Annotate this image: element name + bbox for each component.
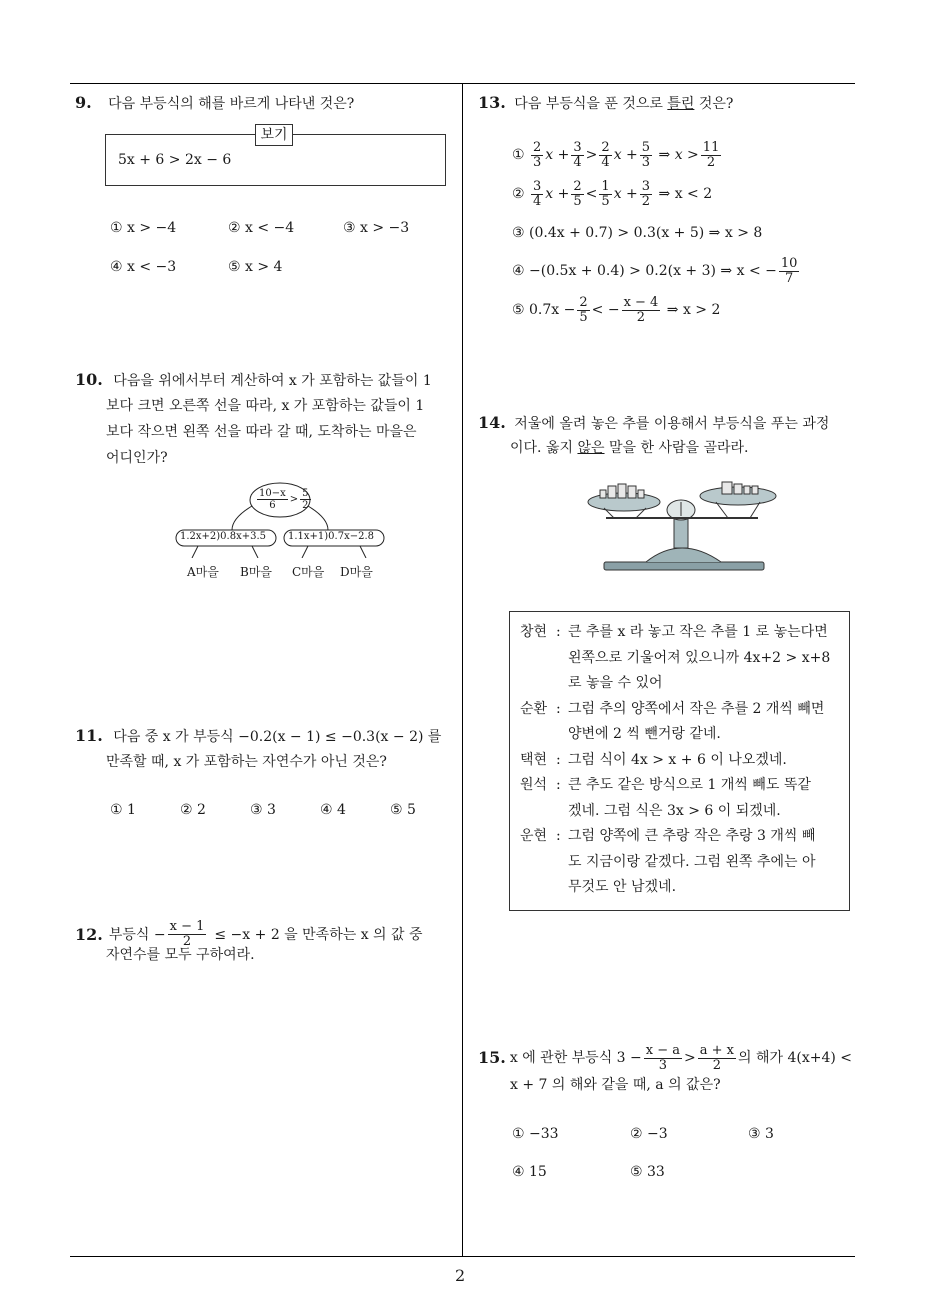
bogi-label: 보기 [255, 124, 293, 146]
option-1[interactable]: ① x > −4 [110, 220, 177, 236]
dialog-text: 그럼 식이 4x > x + 6 이 나오겠네. [568, 751, 787, 768]
option-4[interactable]: ④ −(0.5x + 0.4) > 0.2(x + 3) ⇒ x < − $\frac{10}{7}$ [512, 255, 798, 286]
column-divider [462, 83, 463, 1257]
question-line-2-underlined: 않은 [577, 440, 605, 456]
question-number: 12. [75, 924, 103, 944]
question-number: 13. [478, 93, 506, 112]
question-line-2a: 이다. 옳지 [510, 440, 578, 456]
question-number: 9. [75, 93, 92, 112]
option-5[interactable]: ⑤ 0.7x − $\frac{2}{5}$ < − $\frac{x - 4}{2}$ ⇒ x > 2 [512, 294, 721, 325]
dialog-text: 무것도 안 남겠네. [568, 879, 677, 895]
option-3[interactable]: ③ 3 [748, 1126, 774, 1142]
balance-scale-illustration [586, 474, 781, 572]
question-line-4: 어디인가? [106, 450, 168, 466]
question-text: 다음 부등식의 해를 바르게 나타낸 것은? [108, 96, 355, 112]
dialog-text: 로 놓을 수 있어 [568, 675, 663, 691]
question-line-2b: 말을 한 사람을 골라라. [604, 440, 749, 456]
question-line-2: x + 7 의 해와 같을 때, a 의 값은? [510, 1077, 721, 1093]
tree-leaf-c [302, 546, 308, 558]
dialog-line [520, 850, 845, 876]
option-5[interactable]: ⑤ 33 [630, 1164, 665, 1180]
dialog-text: 큰 추를 x 라 놓고 작은 추를 1 로 놓는다면 [568, 624, 828, 640]
dialog-line: 창현 : 큰 추를 x 라 놓고 작은 추를 1 로 놓는다면 [520, 620, 845, 646]
dialog-line [520, 722, 845, 748]
dialog-line: 운현 : 그럼 양쪽에 큰 추랑 작은 추랑 3 개씩 빼 [520, 824, 845, 850]
option-1[interactable]: ① −33 [512, 1126, 559, 1142]
question-suffix: ≤ −x + 2 을 만족하는 x 의 값 중 [214, 926, 423, 943]
question-text-underlined: 틀린 [667, 96, 695, 112]
dialog-text: 겠네. 그럼 식은 3x > 6 이 되겠네. [568, 802, 781, 819]
tree-root-expression: $\frac{10-x}{6}$ > $\frac{5}{2}$ [259, 488, 309, 511]
speaker-name: 순환 [520, 700, 548, 717]
option-5[interactable]: ⑤ 5 [390, 802, 416, 818]
question-part-b: 의 해가 4(x+4) < [738, 1050, 853, 1066]
tree-left-expression: 1.2x+2)0.8x+3.5 [180, 531, 267, 542]
dialog-text: 그럼 양쪽에 큰 추랑 작은 추랑 3 개씩 빼 [568, 828, 816, 844]
question-text-b: 것은? [694, 96, 734, 112]
question-line-1: 저울에 올려 놓은 추를 이용해서 부등식을 푸는 과정 [514, 416, 830, 432]
question-part-a: x 에 관한 부등식 3 − [509, 1050, 642, 1066]
option-1[interactable]: ① 1 [110, 802, 136, 818]
question-line-2: 자연수를 모두 구하여라. [106, 947, 255, 963]
village-b: B마을 [240, 565, 273, 579]
option-2[interactable]: ② x < −4 [228, 220, 295, 236]
question-prefix: 부등식 − [108, 926, 166, 943]
question-number: 11. [75, 726, 103, 745]
tree-leaf-b [252, 546, 258, 558]
tree-leaf-a [192, 546, 198, 558]
dialog-text: 그럼 추의 양쪽에서 작은 추를 2 개씩 빼면 [568, 700, 825, 717]
option-2[interactable]: ② 2 [180, 802, 206, 818]
village-d: D마을 [340, 565, 373, 579]
option-1[interactable]: ① $\frac{2}{3}$ x + $\frac{3}{4}$ > $\frac{2}{4}$ x + $\frac{5}{3}$ ⇒ x > $\frac{11}{2}$ [512, 139, 720, 170]
question-text-a: 다음 부등식을 푼 것으로 [514, 96, 668, 112]
question-line-1: 다음 중 x 가 부등식 −0.2(x − 1) ≤ −0.3(x − 2) 를 [113, 729, 442, 745]
dialog-text: 도 지금이랑 같겠다. 그럼 왼쪽 추에는 아 [568, 853, 816, 870]
question-line-3: 보다 작으면 왼쪽 선을 따라 갈 때, 도착하는 마을은 [106, 424, 417, 440]
page-number: 2 [455, 1266, 466, 1285]
option-4[interactable]: ④ 15 [512, 1164, 547, 1180]
question-number: 14. [478, 413, 506, 432]
question-line-2: 만족할 때, x 가 포함하는 자연수가 아닌 것은? [106, 754, 387, 770]
village-a: A마을 [187, 565, 219, 579]
option-2[interactable]: ② $\frac{3}{4}$ x + $\frac{2}{5}$ < $\frac{1}{5}$ x + $\frac{3}{2}$ ⇒ x < 2 [512, 178, 713, 209]
option-3[interactable]: ③ 3 [250, 802, 276, 818]
option-3[interactable]: ③ (0.4x + 0.7) > 0.3(x + 5) ⇒ x > 8 [512, 225, 763, 241]
option-3[interactable]: ③ x > −3 [343, 220, 410, 236]
dialog-line [520, 875, 845, 901]
speaker-name: 운현 [520, 828, 548, 844]
option-4[interactable]: ④ 4 [320, 802, 346, 818]
question-line-1: 다음을 위에서부터 계산하여 x 가 포함하는 값들이 1 [113, 373, 432, 389]
fraction: $\frac{x - 1}{2}$ [169, 919, 205, 949]
tree-right-expression: 1.1x+1)0.7x−2.8 [288, 531, 375, 542]
dialog-content [520, 620, 845, 901]
dialog-line: 순환 : 그럼 추의 양쪽에서 작은 추를 2 개씩 빼면 [520, 697, 845, 723]
dialog-line: 원석 : 큰 추도 같은 방식으로 1 개씩 빼도 똑같 [520, 773, 845, 799]
tree-branch-left [232, 506, 252, 530]
dialog-line [520, 671, 845, 697]
question-line-2: 보다 크면 오른쪽 선을 따라, x 가 포함하는 값들이 1 [106, 398, 425, 414]
option-5[interactable]: ⑤ x > 4 [228, 259, 283, 275]
dialog-text: 왼쪽으로 기울어져 있으니까 4x+2 > x+8 [568, 649, 831, 666]
dialog-text: 큰 추도 같은 방식으로 1 개씩 빼도 똑같 [568, 777, 811, 793]
dialog-line [520, 799, 845, 825]
option-4[interactable]: ④ x < −3 [110, 259, 177, 275]
dialog-line [520, 646, 845, 672]
question-number: 15. [478, 1048, 506, 1067]
village-c: C마을 [292, 565, 325, 579]
option-2[interactable]: ② −3 [630, 1126, 668, 1142]
tree-leaf-d [360, 546, 366, 558]
speaker-name: 택현 [520, 751, 548, 768]
dialog-text: 양변에 2 씩 뺀거랑 같네. [568, 726, 721, 742]
bottom-rule [70, 1256, 855, 1257]
dialog-line: 택현 : 그럼 식이 4x > x + 6 이 나오겠네. [520, 748, 845, 774]
speaker-name: 창현 [520, 624, 548, 640]
bogi-expression: 5x + 6 > 2x − 6 [118, 152, 232, 168]
question-number: 10. [75, 370, 103, 389]
speaker-name: 원석 [520, 777, 548, 793]
